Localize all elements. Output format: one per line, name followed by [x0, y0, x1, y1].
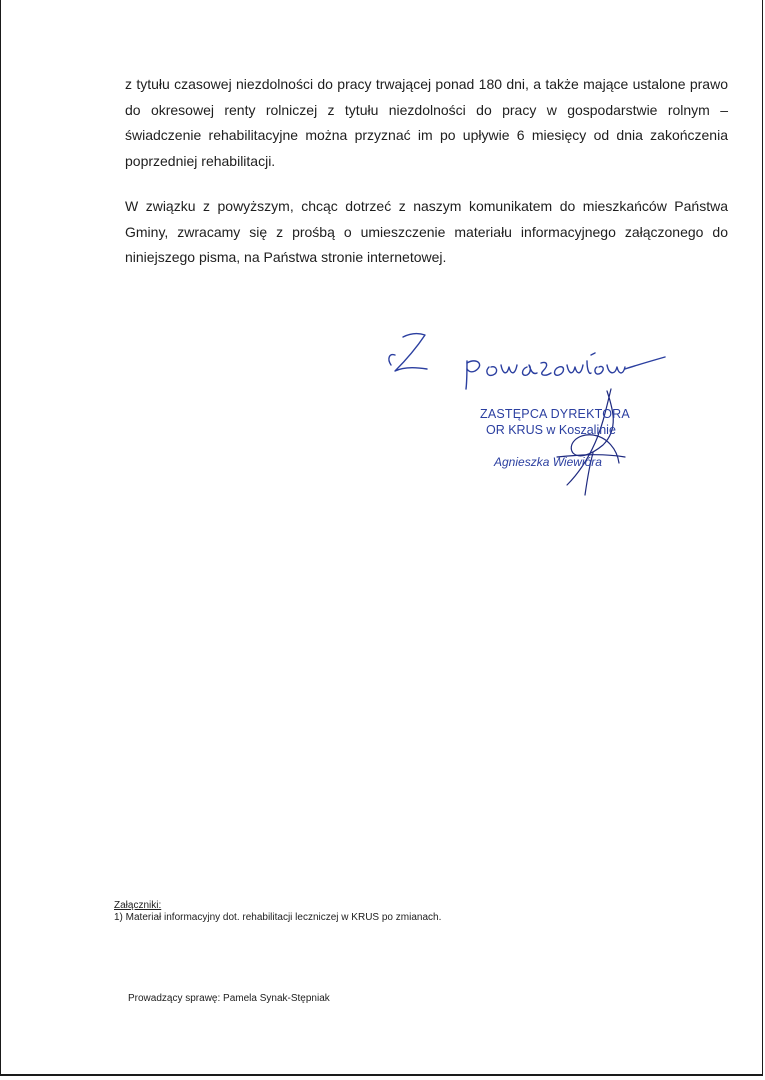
stamp-title: ZASTĘPCA DYREKTORA	[480, 407, 630, 421]
case-handler: Prowadzący sprawę: Pamela Synak-Stępniak	[128, 993, 330, 1004]
signature-block	[381, 325, 681, 505]
attachments-header: Załączniki:	[114, 900, 162, 911]
attachment-item: 1) Materiał informacyjny dot. rehabilitacji leczniczej w KRUS po zmianach.	[114, 912, 442, 923]
stamp-name: Agnieszka Wiewióra	[494, 455, 602, 469]
stamp-organization: OR KRUS w Koszalinie	[486, 423, 616, 437]
body-paragraph-2: W związku z powyższym, chcąc dotrzeć z naszym komunikatem do mieszkańców Państwa Gminy, zwracamy się z prośbą o umieszczenie materiału informacyjnego załączonego do niniejszego pisma, na Państwa stronie internetowej.	[125, 198, 728, 265]
body-paragraph-1: z tytułu czasowej niezdolności do pracy trwającej ponad 180 dni, a także mające ustalone prawo do okresowej renty rolniczej z tytułu niezdolności do pracy w gospodarstwie rolnym – świadczenie rehabilitacyjne można przyznać im po upływie 6 miesięcy od dnia zakończenia poprzedniej rehabilitacji.	[125, 76, 728, 169]
